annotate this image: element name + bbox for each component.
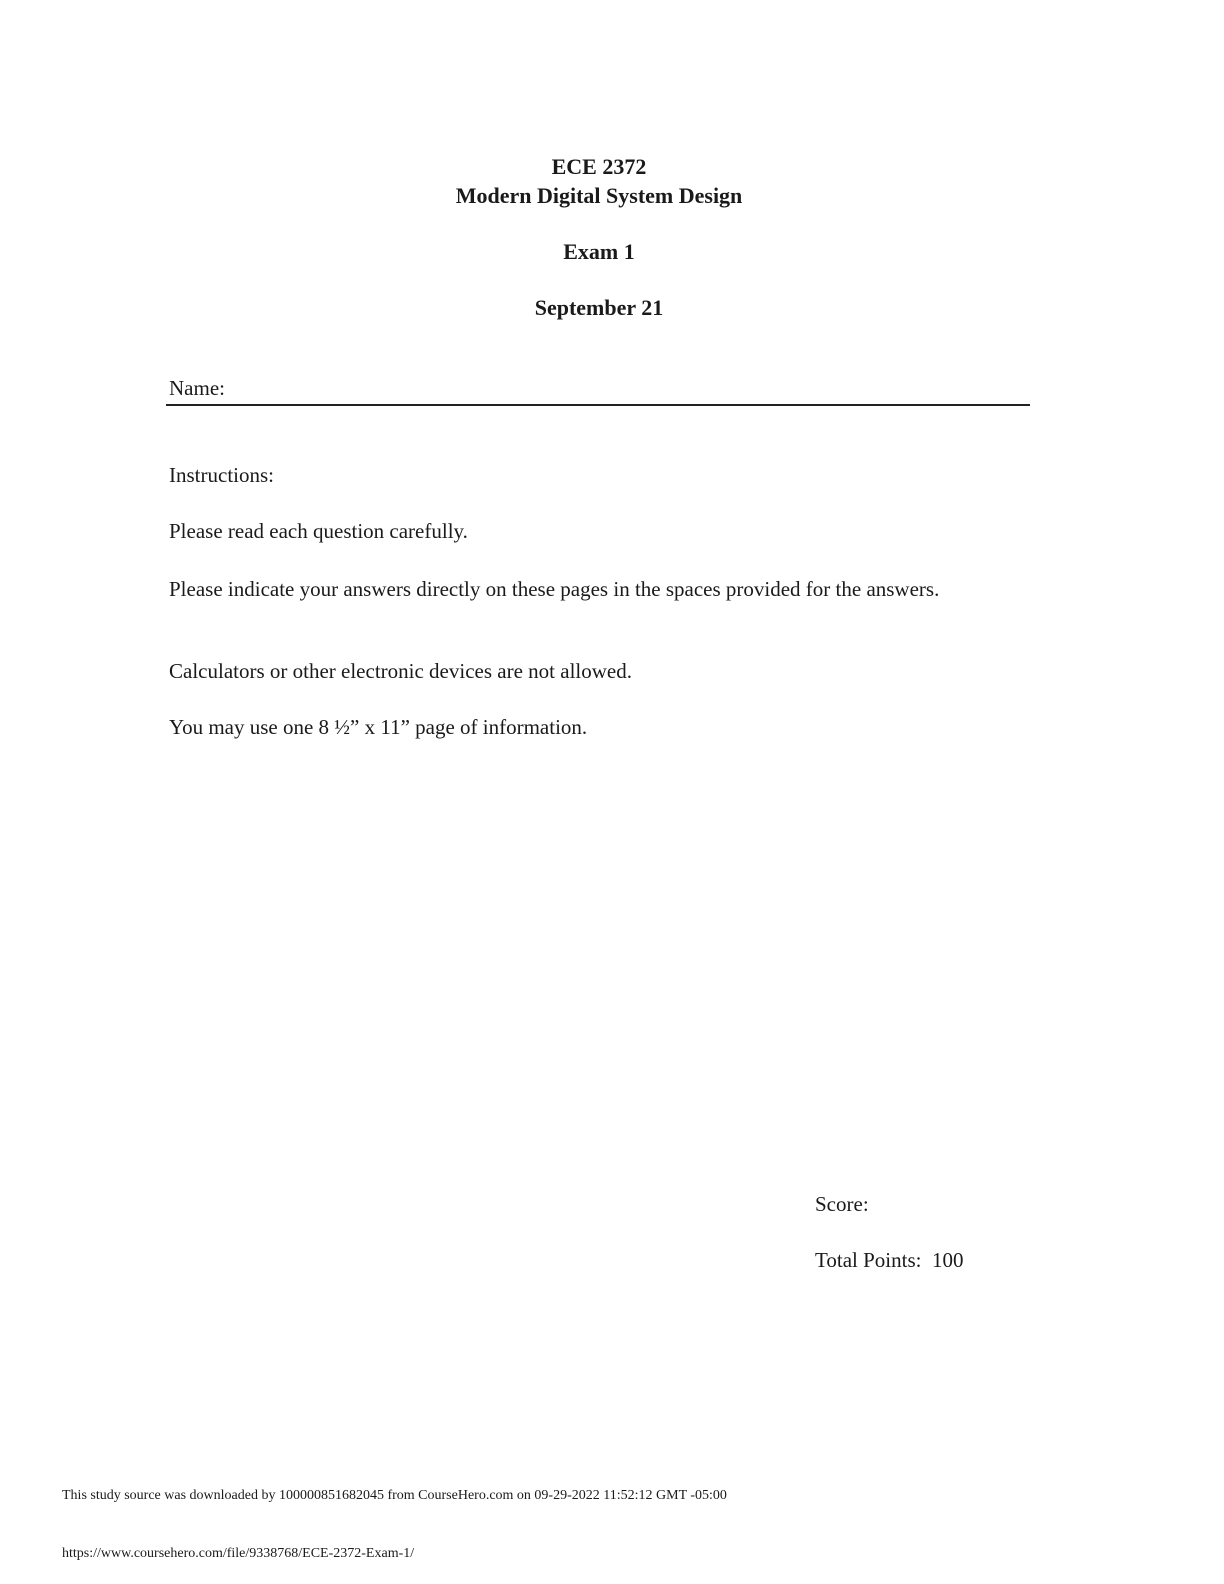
download-source-notice: This study source was downloaded by 100000851682045 from CourseHero.com on 09-29-2022 11:52:12 GMT -05:00 (62, 1488, 727, 1503)
instruction-item: Calculators or other electronic devices are not allowed. (169, 659, 632, 683)
source-url: https://www.coursehero.com/file/9338768/ECE-2372-Exam-1/ (62, 1546, 415, 1561)
total-points-label: Total Points: 100 (815, 1248, 964, 1272)
course-title: Modern Digital System Design (455, 183, 743, 208)
instruction-item: Please indicate your answers directly on these pages in the spaces provided for the answers. (169, 577, 940, 601)
exam-date: September 21 (534, 295, 664, 320)
exam-title: Exam 1 (563, 239, 635, 264)
course-code: ECE 2372 (551, 154, 647, 179)
instructions-heading: Instructions: (169, 463, 274, 487)
instruction-item: You may use one 8 ½” x 11” page of information. (169, 715, 588, 739)
instruction-item: Please read each question carefully. (169, 519, 468, 543)
name-label: Name: (169, 376, 225, 400)
score-label: Score: (815, 1192, 869, 1216)
name-answer-line (166, 404, 1030, 406)
